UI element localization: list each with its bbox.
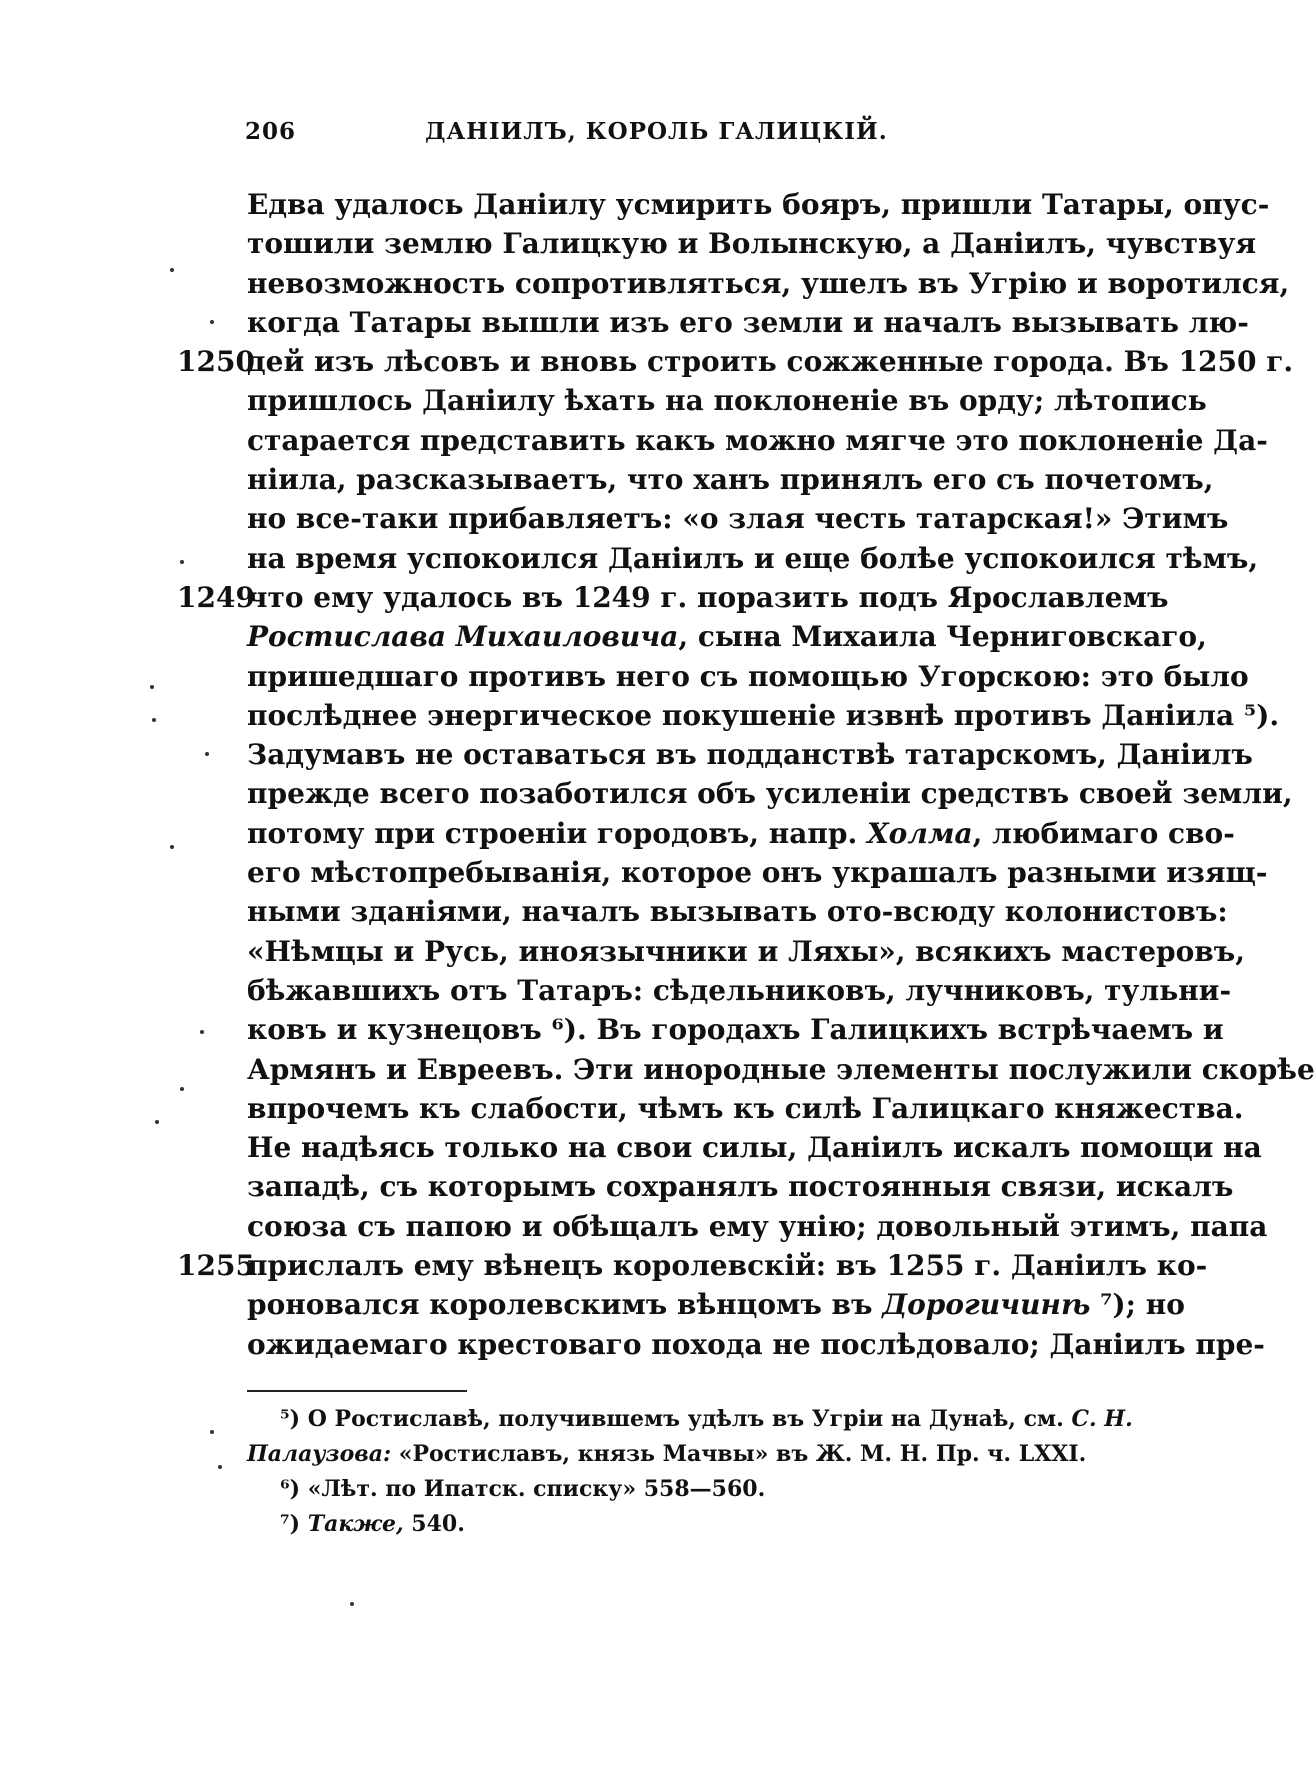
text-line: 1255 прислалъ ему вѣнецъ королевскій: въ 1255 г. Даніилъ ко- <box>247 1246 1037 1285</box>
body-text <box>177 185 1315 1364</box>
text-line: «Нѣмцы и Русь, иноязычники и Ляхы», всякихъ мастеровъ, <box>247 934 1245 968</box>
footnote: ⁵) О Ростиславѣ, получившемъ удѣлъ въ Угріи на Дунаѣ, см. С. Н. <box>280 1406 1133 1432</box>
text-line: Едва удалось Даніилу усмирить бояръ, пришли Татары, опус- <box>247 188 1270 221</box>
text-line: западѣ, съ которымъ сохранялъ постоянныя связи, искалъ <box>247 1170 1234 1204</box>
margin-year: 1250 <box>177 345 255 379</box>
footnote: ⁷) Такжe, 540. <box>280 1511 465 1537</box>
footnote: ⁶) «Лѣт. по Ипатск. списку» 558—560. <box>280 1476 766 1502</box>
text-line: пришлось Даніилу ѣхать на поклоненіе въ орду; лѣтопись <box>247 384 1207 418</box>
margin-year: 1249 <box>177 580 255 614</box>
text-line: невозможность сопротивляться, ушелъ въ Угрію и воротился, <box>247 266 1290 300</box>
scan-speck <box>210 1430 214 1434</box>
text-line: ожидаемаго крестоваго похода не послѣдовало; Даніилъ пре- <box>247 1327 1265 1361</box>
text-line: на время успокоился Даніилъ и еще болѣе успокоился тѣмъ, <box>247 541 1259 575</box>
italic-place: Холма <box>866 816 973 850</box>
scan-speck <box>152 718 156 722</box>
scan-speck <box>210 320 214 324</box>
text-line: 1249 что ему удалось въ 1249 г. поразить подъ Ярославлемъ <box>247 578 1037 617</box>
text-line: пришедшаго противъ него съ помощью Угорскою: это было <box>247 659 1249 693</box>
footnote: Палаузова: «Ростиславъ, князь Мачвы» въ Ж. М. Н. Пр. ч. LXXI. <box>247 1441 1087 1467</box>
italic-name: Ростислава Михаиловича <box>247 620 679 654</box>
text-line: старается представить какъ можно мягче это поклоненіе Да- <box>247 423 1268 457</box>
text-line: послѣднее энергическое покушеніе извнѣ противъ Даніила ⁵). <box>247 698 1280 732</box>
scan-speck <box>170 845 174 849</box>
text-line: потому при строеніи городовъ, напр. Холма, любимаго сво- <box>247 816 1235 850</box>
text-line: Не надѣясь только на свои силы, Даніилъ искалъ помощи на <box>247 1131 1262 1165</box>
text-line: Ростислава Михаиловича, сына Михаила Черниговскаго, <box>247 620 1207 654</box>
text-line: ковъ и кузнецовъ ⁶). Въ городахъ Галицкихъ встрѣчаемъ и <box>247 1013 1224 1047</box>
scan-speck <box>200 1030 204 1034</box>
text-line: Армянъ и Евреевъ. Эти инородные элементы послужили скорѣе <box>247 1052 1315 1086</box>
scan-speck <box>350 1602 354 1606</box>
page-number: 206 <box>245 118 297 145</box>
italic-place: Дорогичинѣ <box>882 1288 1091 1322</box>
scan-speck <box>205 752 209 756</box>
margin-year: 1255 <box>177 1249 255 1283</box>
footnote-rule <box>247 1390 467 1392</box>
text-line: ніила, разсказываетъ, что ханъ принялъ его съ почетомъ, <box>247 463 1214 497</box>
text-line: впрочемъ къ слабости, чѣмъ къ силѣ Галицкаго княжества. <box>247 1091 1244 1125</box>
scan-speck <box>155 1120 159 1124</box>
text-line: бѣжавшихъ отъ Татаръ: сѣдельниковъ, лучниковъ, тульни- <box>247 973 1232 1007</box>
page-header <box>245 118 888 158</box>
footnotes <box>247 1402 1133 1542</box>
scan-speck <box>170 268 174 272</box>
scan-speck <box>180 560 184 564</box>
text-line: союза съ папою и обѣщалъ ему унію; довольный этимъ, папа <box>247 1209 1268 1243</box>
text-line: когда Татары вышли изъ его земли и началъ вызывать лю- <box>247 305 1249 339</box>
text-line: тошили землю Галицкую и Волынскую, а Даніилъ, чувствуя <box>247 227 1257 261</box>
text-line: но все-таки прибавляетъ: «о злая честь татарская!» Этимъ <box>247 502 1229 536</box>
text-line: роновался королевскимъ вѣнцомъ въ Дорогичинѣ ⁷); но <box>247 1288 1185 1322</box>
text-line: Задумавъ не оставаться въ подданствѣ татарскомъ, Даніилъ <box>247 738 1253 772</box>
running-title: ДАНIИЛЪ, КОРОЛЬ ГАЛИЦКIЙ. <box>425 118 888 145</box>
scan-speck <box>180 1087 184 1091</box>
text-line: его мѣстопребыванія, которое онъ украшалъ разными изящ- <box>247 856 1268 890</box>
scan-speck <box>150 685 154 689</box>
text-line: ными зданіями, началъ вызывать ото-всюду колонистовъ: <box>247 895 1228 929</box>
scan-speck <box>218 1465 222 1469</box>
text-line: 1250 дей изъ лѣсовъ и вновь строить сожженные города. Въ 1250 г. <box>247 342 1037 381</box>
text-line: прежде всего позаботился объ усиленіи средствъ своей земли, <box>247 777 1293 811</box>
